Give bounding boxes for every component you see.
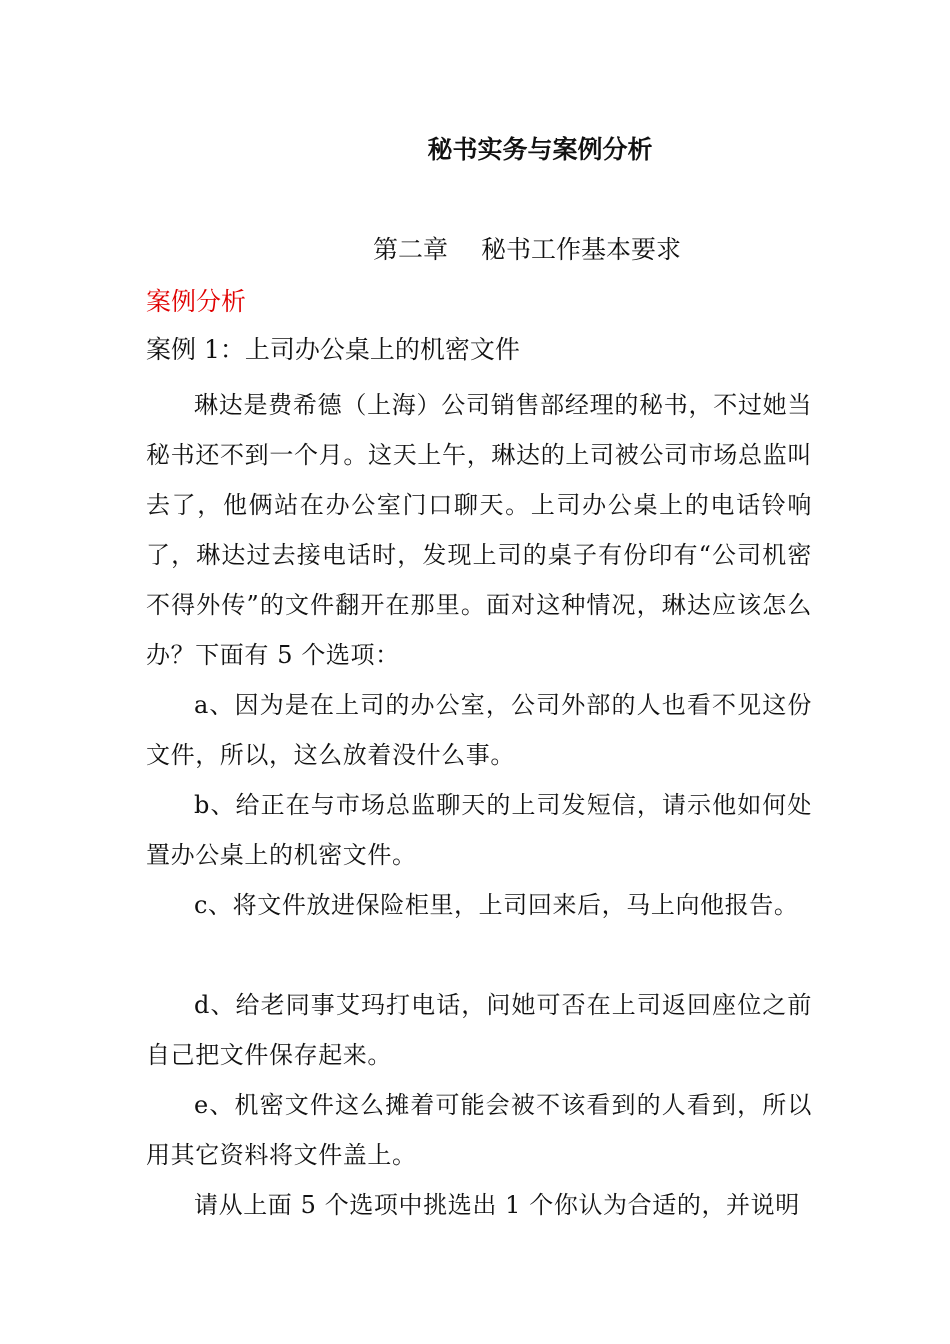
case-intro-paragraph: 琳达是费希德（上海）公司销售部经理的秘书，不过她当秘书还不到一个月。这天上午，琳达的上司被公司市场总监叫去了，他俩站在办公室门口聊天。上司办公桌上的电话铃响了，琳达过去接电话时，发现上司的桌子有份印有“公司机密 不得外传”的文件翻开在那里。面对这种情况，琳达应该怎么办？下面有 5 个选项：: [146, 391, 812, 669]
blank-line: [146, 930, 812, 980]
section-heading: 案例分析: [146, 287, 247, 316]
option-d: d、给老同事艾玛打电话，问她可否在上司返回座位之前自己把文件保存起来。: [146, 991, 812, 1069]
case-title: 案例 1：上司办公桌上的机密文件: [146, 335, 520, 364]
option-c: c、将文件放进保险柜里，上司回来后，马上向他报告。: [194, 891, 799, 919]
chapter-heading: 第二章 秘书工作基本要求: [373, 235, 681, 264]
question-paragraph: 请从上面 5 个选项中挑选出 1 个你认为合适的，并说明: [194, 1191, 800, 1219]
option-b: b、给正在与市场总监聊天的上司发短信，请示他如何处置办公桌上的机密文件。: [146, 791, 812, 869]
option-a: a、因为是在上司的办公室，公司外部的人也看不见这份文件，所以，这么放着没什么事。: [146, 691, 812, 769]
document-body: [146, 380, 812, 1230]
option-e: e、机密文件这么摊着可能会被不该看到的人看到，所以用其它资料将文件盖上。: [146, 1091, 812, 1169]
document-title: 秘书实务与案例分析: [427, 135, 653, 164]
